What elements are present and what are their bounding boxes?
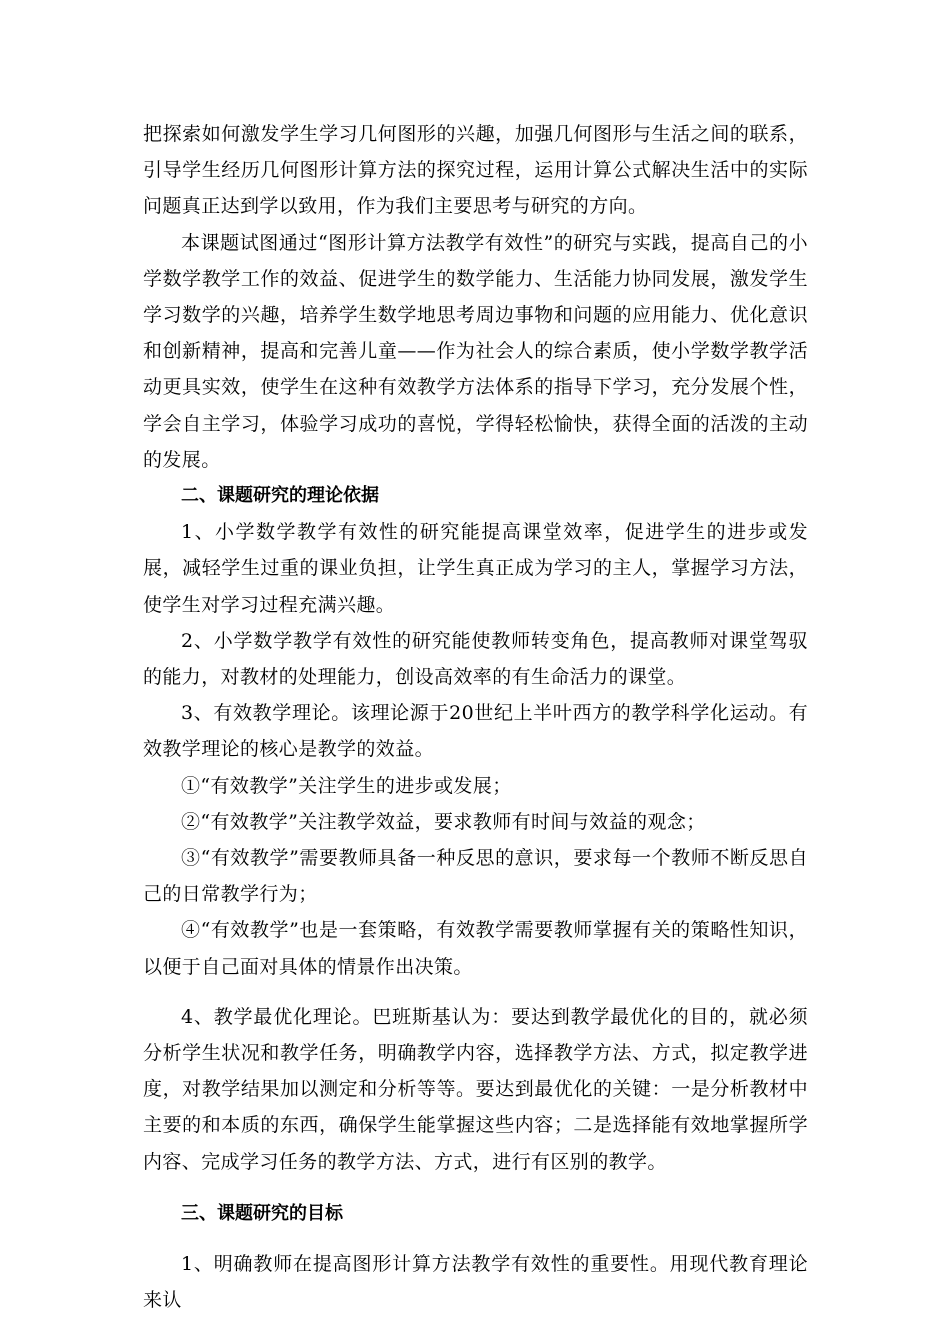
section-heading-goals: 三、课题研究的目标 bbox=[181, 1202, 343, 1224]
theory-item-1: 1、小学数学教学有效性的研究能提高课堂效率，促进学生的进步或发展，减轻学生过重的课业负担，让学生真正成为学习的主人，掌握学习方法，使学生对学习过程充满兴趣。 bbox=[143, 521, 808, 616]
theory-item-3: 3、有效教学理论。该理论源于20世纪上半叶西方的教学科学化运动。有效教学理论的核心是教学的效益。 bbox=[143, 702, 808, 761]
paragraph-research-purpose: 本课题试图通过“图形计算方法教学有效性”的研究与实践，提高自己的小学数学教学工作的效益、促进学生的数学能力、生活能力协同发展，激发学生学习数学的兴趣，培养学生数学地思考周边事物和问题的应用能力、优化意识和创新精神，提高和完善儿童——作为社会人的综合素质，使小学数学教学活动更具实效，使学生在这种有效教学方法体系的指导下学习，充分发展个性，学会自主学习，体验学习成功的喜悦，学得轻松愉快，获得全面的活泼的主动的发展。 bbox=[143, 231, 808, 471]
circled-point-4: ④“有效教学”也是一套策略，有效教学需要教师掌握有关的策略性知识，以便于自己面对具体的情景作出决策。 bbox=[143, 919, 808, 978]
paragraph-intro-continuation: 把探索如何激发学生学习几何图形的兴趣，加强几何图形与生活之间的联系，引导学生经历几何图形计算方法的探究过程，运用计算公式解决生活中的实际问题真正达到学以致用，作为我们主要思考与研究的方向。 bbox=[143, 123, 808, 218]
theory-item-2: 2、小学数学教学有效性的研究能使教师转变角色，提高教师对课堂驾驭的能力，对教材的处理能力，创设高效率的有生命活力的课堂。 bbox=[143, 629, 808, 689]
section-heading-theory: 二、课题研究的理论依据 bbox=[181, 485, 379, 507]
circled-point-1: ①“有效教学”关注学生的进步或发展； bbox=[181, 774, 512, 797]
goal-item-1: 1、明确教师在提高图形计算方法教学有效性的重要性。用现代教育理论来认 bbox=[143, 1253, 808, 1312]
document-page bbox=[143, 116, 808, 1319]
circled-point-3: ③“有效教学”需要教师具备一种反思的意识，要求每一个教师不断反思自己的日常教学行为； bbox=[143, 847, 808, 906]
spacer bbox=[143, 1180, 808, 1196]
spacer bbox=[143, 1232, 808, 1246]
theory-item-4: 4、教学最优化理论。巴班斯基认为：要达到教学最优化的目的，就必须分析学生状况和教学任务，明确教学内容，选择教学方法、方式，拟定教学进度，对教学结果加以测定和分析等等。要达到最优化的关键：一是分析教材中主要的和本质的东西，确保学生能掌握这些内容；二是选择能有效地掌握所学内容、完成学习任务的教学方法、方式，进行有区别的教学。 bbox=[143, 1005, 808, 1173]
circled-point-2: ②“有效教学”关注教学效益，要求教师有时间与效益的观念； bbox=[181, 810, 706, 833]
spacer bbox=[143, 985, 808, 999]
